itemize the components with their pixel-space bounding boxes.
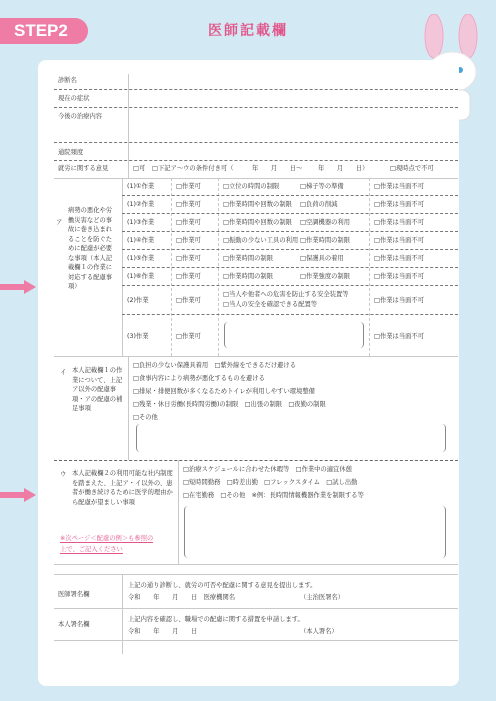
arrow-right-icon: [0, 280, 36, 294]
opinion-date-from: 年 月 日～: [252, 165, 303, 172]
section-i-option-1[interactable]: □負担の少ない保護具着用 □紫外線をできるだけ避ける: [133, 362, 297, 369]
item-label: (1)①作業: [127, 183, 155, 190]
item-condition-1[interactable]: □作業時間の制限: [223, 255, 274, 262]
section-i-notes-box[interactable]: [136, 424, 446, 452]
self-sign-label: 本人署名欄: [58, 621, 90, 628]
section-i-option-5[interactable]: □その他: [133, 414, 158, 421]
section-a-marker: ア: [56, 219, 63, 226]
self-sign-line-3[interactable]: （本人署名）: [300, 628, 338, 635]
item-ok-checkbox[interactable]: □作業可: [176, 219, 201, 226]
frequency-label: 通院頻度: [58, 149, 84, 156]
item2-ok-checkbox[interactable]: □作業可: [176, 297, 201, 304]
section-u-text: 本人記載欄２の利用可能な社内制度を踏まえた、上記ア・イ以外の、患者が働き続けるために医学的理由から配慮が望ましい事項: [72, 470, 173, 506]
item-ng-checkbox[interactable]: □作業は当面不可: [374, 255, 425, 262]
section-i-option-4[interactable]: □残業・休日労働(長時間労働)の制限 □出張の制限 □夜勤の制限: [133, 401, 326, 408]
section-u-note-1: ※次ページ＜配慮の例＞も参照の: [60, 535, 154, 542]
opinion-label: 就労に関する意見: [58, 165, 109, 172]
step-label: STEP2: [14, 21, 68, 40]
item3-label: (3)作業: [127, 333, 149, 340]
section-u-option-2[interactable]: □短時間勤務 □時差出勤 □フレックスタイム □試し出勤: [183, 479, 358, 486]
item-ok-checkbox[interactable]: □作業可: [176, 237, 201, 244]
item-label: (1)⑤作業: [127, 255, 155, 262]
item-label: (1)③作業: [127, 219, 155, 226]
doctor-sign-line-1: 上記の通り診断し、就労の可否や配慮に関する意見を提出します。: [128, 582, 317, 589]
diagnosis-label: 診断名: [58, 77, 77, 84]
item2-condition-2[interactable]: □当人の安全を確認できる配置等: [223, 301, 318, 308]
item-condition-1[interactable]: □作業時間や回数の制限: [223, 219, 292, 226]
item-ng-checkbox[interactable]: □作業は当面不可: [374, 237, 425, 244]
item-ng-checkbox[interactable]: □作業は当面不可: [374, 273, 425, 280]
item-condition-2[interactable]: □作業時間の制限: [300, 237, 351, 244]
doctor-form-card: [38, 60, 459, 686]
item-condition-1[interactable]: □立位の時間の制限: [223, 183, 280, 190]
item3-notes-box[interactable]: [224, 322, 364, 348]
item-label: (1)②作業: [127, 201, 155, 208]
item-ng-checkbox[interactable]: □作業は当面不可: [374, 219, 425, 226]
item2-label: (2)作業: [127, 297, 149, 304]
opinion-conditional-checkbox[interactable]: □下記ア～ウの条件付き可（: [152, 165, 234, 172]
section-u-note-2: 上で、ご記入ください: [60, 546, 123, 553]
item-ok-checkbox[interactable]: □作業可: [176, 255, 201, 262]
item-condition-2[interactable]: □作業強度の制限: [300, 273, 351, 280]
item-condition-1[interactable]: □作業時間や回数の制限: [223, 201, 292, 208]
section-i-text: 本人記載欄１の作業について、上記ア以外の配慮事項・アの配慮の補足事項: [72, 367, 123, 412]
section-i-marker: イ: [60, 369, 67, 376]
opinion-date-to: 年 月 日）: [318, 165, 369, 172]
opinion-allowed-checkbox[interactable]: □可: [133, 165, 146, 172]
doctor-sign-line-2[interactable]: 令和 年 月 日 医療機関名: [128, 594, 236, 601]
treatment-label: 今後の治療内容: [58, 113, 103, 120]
section-u-notes-box[interactable]: [184, 506, 446, 558]
doctor-sign-line-3[interactable]: （主治医署名）: [300, 594, 345, 601]
symptoms-label: 現在の症状: [58, 95, 90, 102]
item2-condition-1[interactable]: □当人や他者への危害を防止する安全装置等: [223, 291, 349, 298]
item-condition-2[interactable]: □空調機器の利用: [300, 219, 351, 226]
section-u-option-3[interactable]: □在宅勤務 □その他 ※例：長時間情報機器作業を制限する等: [183, 492, 364, 499]
self-sign-line-1: 上記内容を確認し、職場での配慮に関する措置を申請します。: [128, 616, 304, 623]
self-sign-line-2[interactable]: 令和 年 月 日: [128, 628, 198, 635]
item-condition-2[interactable]: □負荷の削減: [300, 201, 338, 208]
item-ok-checkbox[interactable]: □作業可: [176, 201, 201, 208]
item-label: (1)⑥作業: [127, 273, 155, 280]
item-ng-checkbox[interactable]: □作業は当面不可: [374, 183, 425, 190]
page-title: 医師記載欄: [208, 23, 288, 39]
item-ok-checkbox[interactable]: □作業可: [176, 183, 201, 190]
arrow-right-icon: [0, 488, 36, 502]
item2-ng-checkbox[interactable]: □作業は当面不可: [374, 297, 425, 304]
item-condition-2[interactable]: □保護具の着用: [300, 255, 344, 262]
item-condition-2[interactable]: □梯子等の準備: [300, 183, 344, 190]
opinion-not-allowed-checkbox[interactable]: □現時点で不可: [390, 165, 434, 172]
item-condition-1[interactable]: □振動の少ない工具の利用: [223, 237, 299, 244]
item-condition-1[interactable]: □作業時間の制限: [223, 273, 274, 280]
doctor-sign-label: 医師署名欄: [58, 591, 90, 598]
section-i-option-3[interactable]: □排尿・排便回数が多くなるためトイレが利用しやすい環境整備: [133, 388, 315, 395]
item-ng-checkbox[interactable]: □作業は当面不可: [374, 201, 425, 208]
item3-ok-checkbox[interactable]: □作業可: [176, 333, 201, 340]
item3-ng-checkbox[interactable]: □作業は当面不可: [374, 333, 425, 340]
item-ok-checkbox[interactable]: □作業可: [176, 273, 201, 280]
section-a-text: 病勢の悪化や労働災害などの事故に巻き込まれることを防ぐために配慮が必要な事項（本人記載欄１の作業に対応する配慮事項）: [68, 207, 113, 290]
section-i-option-2[interactable]: □食事内容により病勢が悪化するものを避ける: [133, 375, 265, 382]
section-u-marker: ウ: [60, 471, 67, 478]
section-u-option-1[interactable]: □治療スケジュールに合わせた休暇等 □作業中の適宜休憩: [183, 466, 352, 473]
item-label: (1)④作業: [127, 237, 155, 244]
